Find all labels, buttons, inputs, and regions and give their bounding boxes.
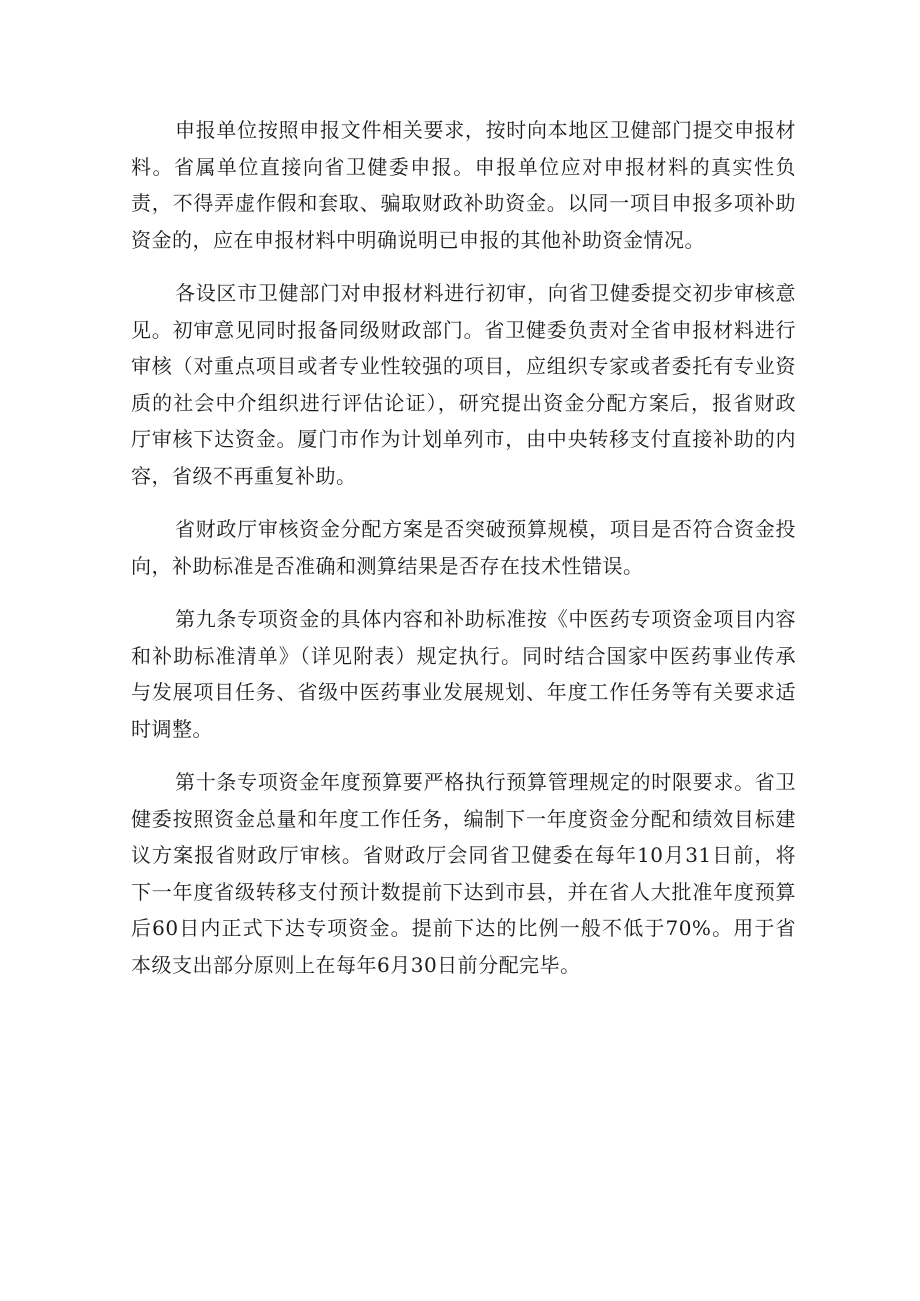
- paragraph-article-ten: 第十条专项资金年度预算要严格执行预算管理规定的时限要求。省卫健委按照资金总量和年度工作任务，编制下一年度资金分配和绩效目标建议方案报省财政厅审核。省财政厅会同省卫健委在每年10月31日前，将下一年度省级转移支付预计数提前下达到市县，并在省人大批准年度预算后60日内正式下达专项资金。提前下达的比例一般不低于70%。用于省本级支出部分原则上在每年6月30日前分配完毕。: [131, 770, 796, 977]
- paragraph-preliminary-review: 各设区市卫健部门对申报材料进行初审，向省卫健委提交初步审核意见。初审意见同时报备同级财政部门。省卫健委负责对全省申报材料进行审核（对重点项目或者专业性较强的项目，应组织专家或者委托有专业资质的社会中介组织进行评估论证），研究提出资金分配方案后，报省财政厅审核下达资金。厦门市作为计划单列市，由中央转移支付直接补助的内容，省级不再重复补助。: [131, 281, 796, 488]
- paragraph-application-submission: 申报单位按照申报文件相关要求，按时向本地区卫健部门提交申报材料。省属单位直接向省卫健委申报。申报单位应对申报材料的真实性负责，不得弄虚作假和套取、骗取财政补助资金。以同一项目申报多项补助资金的，应在申报材料中明确说明已申报的其他补助资金情况。: [131, 118, 796, 252]
- paragraph-finance-review: 省财政厅审核资金分配方案是否突破预算规模，项目是否符合资金投向，补助标准是否准确和测算结果是否存在技术性错误。: [131, 517, 796, 578]
- paragraph-article-nine: 第九条专项资金的具体内容和补助标准按《中医药专项资金项目内容和补助标准清单》（详见附表）规定执行。同时结合国家中医药事业传承与发展项目任务、省级中医药事业发展规划、年度工作任务等有关要求适时调整。: [131, 607, 796, 741]
- document-page: [131, 112, 796, 1000]
